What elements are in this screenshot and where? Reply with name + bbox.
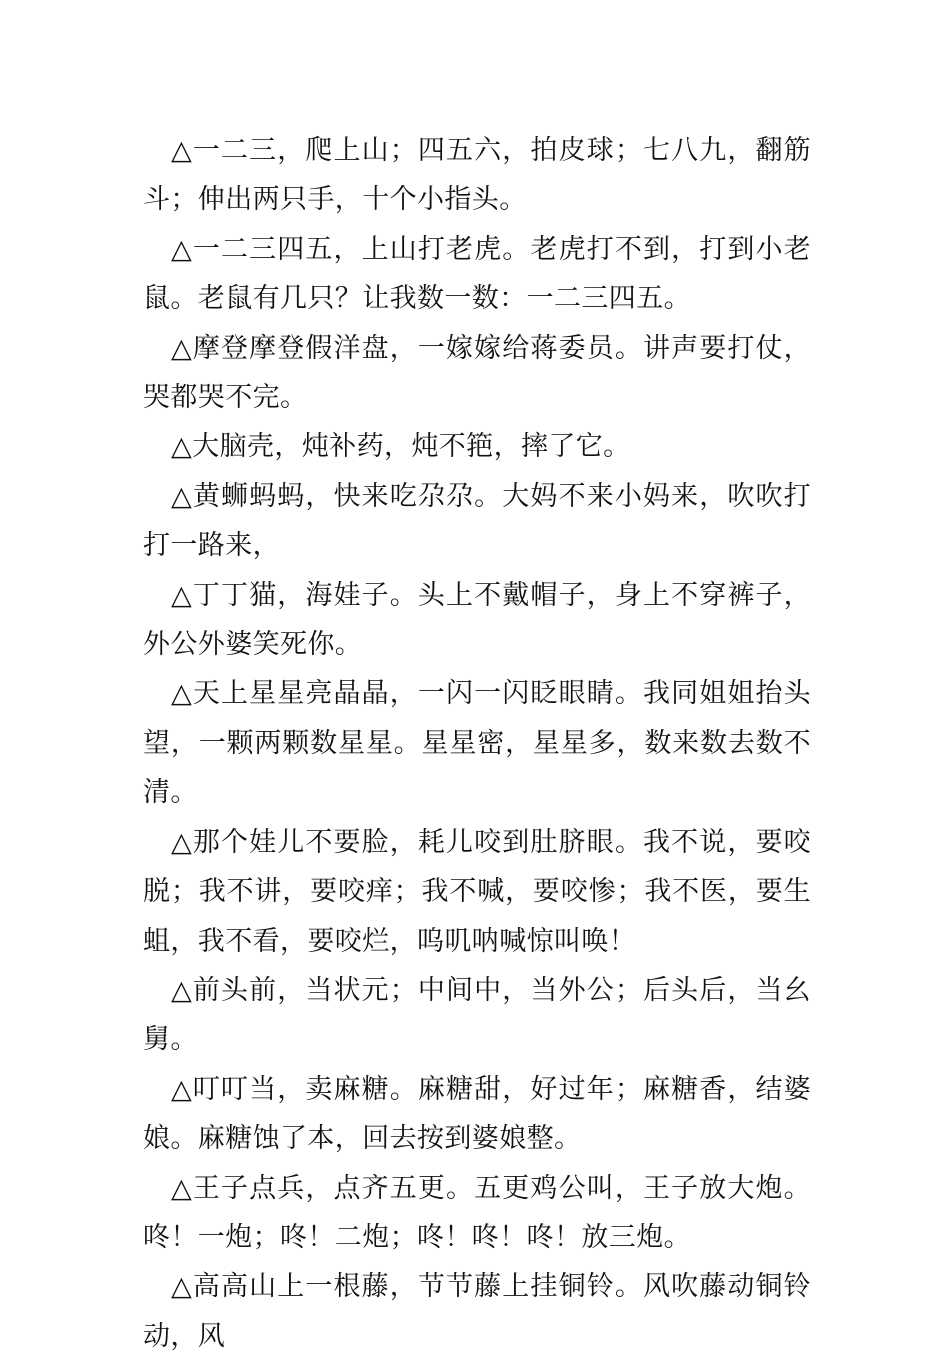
rhyme-paragraph-2: △一二三四五，上山打老虎。老虎打不到，打到小老鼠。老鼠有几只？让我数一数：一二三四五。	[143, 233, 811, 315]
rhyme-paragraph-9: △前头前，当状元；中间中，当外公；后头后，当幺舅。	[143, 974, 811, 1056]
rhyme-paragraph-6: △丁丁猫，海娃子。头上不戴帽子，身上不穿裤子，外公外婆笑死你。	[143, 579, 811, 661]
rhyme-paragraph-3: △摩登摩登假洋盘，一嫁嫁给蒋委员。讲声要打仗，哭都哭不完。	[143, 332, 811, 414]
rhyme-paragraph-8: △那个娃儿不要脸，耗儿咬到肚脐眼。我不说，要咬脱；我不讲，要咬痒；我不喊，要咬惨；我不医，要生蛆，我不看，要咬烂，呜叽呐喊惊叫唤！	[143, 826, 811, 957]
rhyme-paragraph-5: △黄蛳蚂蚂，快来吃尕尕。大妈不来小妈来，吹吹打打一路来，	[143, 480, 811, 562]
rhyme-paragraph-10: △叮叮当，卖麻糖。麻糖甜，好过年；麻糖香，结婆娘。麻糖蚀了本，回去按到婆娘整。	[143, 1073, 811, 1155]
rhyme-paragraph-1: △一二三，爬上山；四五六，拍皮球；七八九，翻筋斗；伸出两只手，十个小指头。	[143, 135, 811, 216]
rhyme-paragraph-7: △天上星星亮晶晶，一闪一闪眨眼睛。我同姐姐抬头望，一颗两颗数星星。星星密，星星多，数来数去数不清。	[143, 678, 811, 809]
rhyme-paragraph-4: △大脑壳，炖补药，炖不筢，摔了它。	[171, 431, 631, 463]
rhyme-paragraph-11: △王子点兵，点齐五更。五更鸡公叫，王子放大炮。咚！一炮；咚！二炮；咚！咚！咚！放三炮。	[143, 1172, 811, 1253]
rhyme-paragraph-12: △高高山上一根藤，节节藤上挂铜铃。风吹藤动铜铃动，风	[143, 1271, 811, 1352]
document-body	[143, 126, 811, 1361]
